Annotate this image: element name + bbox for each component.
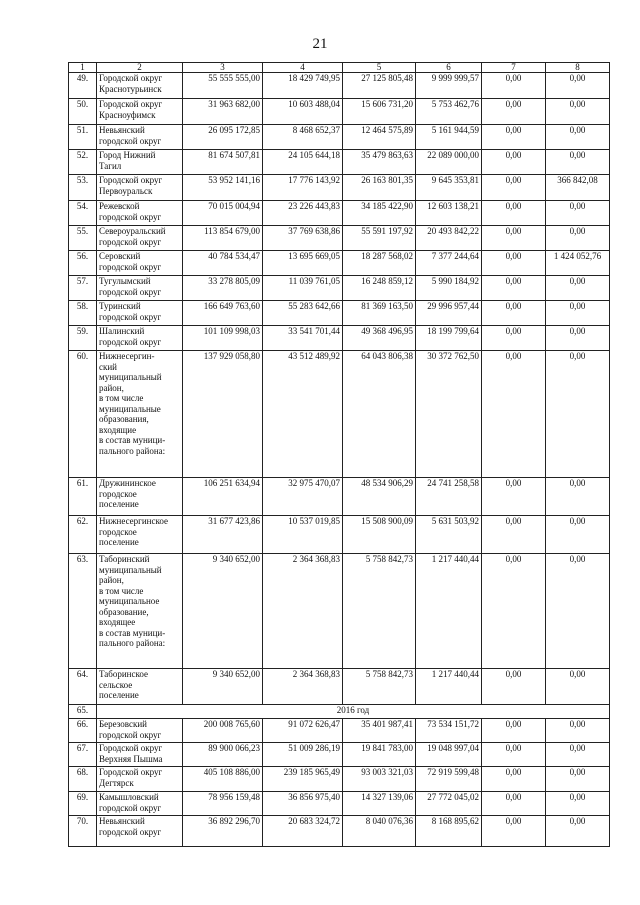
- amount-col-3: 101 109 998,03: [183, 326, 263, 351]
- amount-col-3: 9 340 652,00: [183, 669, 263, 705]
- municipality-name: Городской округ Верхняя Пышма: [97, 743, 183, 767]
- amount-col-6: 18 199 799,64: [416, 326, 482, 351]
- row-number: 52.: [69, 150, 97, 175]
- amount-col-6: 5 990 184,92: [416, 276, 482, 301]
- amount-col-8: 0,00: [546, 554, 610, 669]
- amount-col-5: 15 606 731,20: [343, 99, 416, 125]
- amount-col-7: 0,00: [482, 669, 546, 705]
- amount-col-4: 2 364 368,83: [263, 669, 343, 705]
- row-number: 69.: [69, 792, 97, 816]
- table-row: [69, 301, 610, 326]
- amount-col-7: 0,00: [482, 719, 546, 743]
- municipality-name: Шалинский городской округ: [97, 326, 183, 351]
- municipality-name: Туринский городской округ: [97, 301, 183, 326]
- amount-col-4: 18 429 749,95: [263, 73, 343, 99]
- amount-col-3: 9 340 652,00: [183, 554, 263, 669]
- municipality-name: Городской округ Первоуральск: [97, 175, 183, 201]
- amount-col-5: 16 248 859,12: [343, 276, 416, 301]
- row-number: 68.: [69, 767, 97, 792]
- amount-col-3: 26 095 172,85: [183, 125, 263, 150]
- municipality-name: Невьянский городской округ: [97, 125, 183, 150]
- table-row: [69, 175, 610, 201]
- municipality-name: Таборинское сельское поселение: [97, 669, 183, 705]
- table-row: [69, 99, 610, 125]
- row-number: 54.: [69, 201, 97, 226]
- amount-col-8: 0,00: [546, 73, 610, 99]
- col-header-1: 1: [69, 63, 97, 73]
- table-row: [69, 516, 610, 554]
- table-row: [69, 125, 610, 150]
- amount-col-8: 0,00: [546, 478, 610, 516]
- amount-col-7: 0,00: [482, 150, 546, 175]
- amount-col-3: 166 649 763,60: [183, 301, 263, 326]
- col-header-5: 5: [343, 63, 416, 73]
- municipality-name: Невьянский городской округ: [97, 816, 183, 847]
- amount-col-7: 0,00: [482, 743, 546, 767]
- amount-col-7: 0,00: [482, 554, 546, 669]
- municipality-name: Городской округ Красноуфимск: [97, 99, 183, 125]
- row-number: 64.: [69, 669, 97, 705]
- amount-col-5: 18 287 568,02: [343, 251, 416, 276]
- amount-col-5: 64 043 806,38: [343, 351, 416, 478]
- amount-col-4: 33 541 701,44: [263, 326, 343, 351]
- amount-col-4: 36 856 975,40: [263, 792, 343, 816]
- amount-col-4: 23 226 443,83: [263, 201, 343, 226]
- amount-col-7: 0,00: [482, 351, 546, 478]
- row-number: 56.: [69, 251, 97, 276]
- row-number: 65.: [69, 705, 97, 719]
- amount-col-8: 0,00: [546, 201, 610, 226]
- col-header-3: 3: [183, 63, 263, 73]
- amount-col-8: 0,00: [546, 99, 610, 125]
- amount-col-3: 31 677 423,86: [183, 516, 263, 554]
- amount-col-4: 13 695 669,05: [263, 251, 343, 276]
- table-row: [69, 251, 610, 276]
- table-row: [69, 816, 610, 847]
- amount-col-7: 0,00: [482, 516, 546, 554]
- amount-col-5: 35 401 987,41: [343, 719, 416, 743]
- row-number: 53.: [69, 175, 97, 201]
- amount-col-8: 0,00: [546, 301, 610, 326]
- amount-col-8: 0,00: [546, 767, 610, 792]
- amount-col-4: 10 603 488,04: [263, 99, 343, 125]
- amount-col-4: 20 683 324,72: [263, 816, 343, 847]
- row-number: 49.: [69, 73, 97, 99]
- amount-col-6: 5 631 503,92: [416, 516, 482, 554]
- amount-col-4: 24 105 644,18: [263, 150, 343, 175]
- amount-col-8: 0,00: [546, 150, 610, 175]
- amount-col-3: 89 900 066,23: [183, 743, 263, 767]
- amount-col-6: 9 999 999,57: [416, 73, 482, 99]
- table-row: [69, 150, 610, 175]
- amount-col-5: 14 327 139,06: [343, 792, 416, 816]
- amount-col-5: 8 040 076,36: [343, 816, 416, 847]
- amount-col-7: 0,00: [482, 767, 546, 792]
- amount-col-7: 0,00: [482, 478, 546, 516]
- amount-col-5: 19 841 783,00: [343, 743, 416, 767]
- municipality-name: Режевской городской округ: [97, 201, 183, 226]
- amount-col-8: 1 424 052,76: [546, 251, 610, 276]
- amount-col-4: 55 283 642,66: [263, 301, 343, 326]
- amount-col-5: 34 185 422,90: [343, 201, 416, 226]
- table-row: [69, 669, 610, 705]
- row-number: 61.: [69, 478, 97, 516]
- budget-table: [68, 62, 610, 847]
- amount-col-5: 55 591 197,92: [343, 226, 416, 251]
- municipality-name: Серовский городской округ: [97, 251, 183, 276]
- table-row: [69, 792, 610, 816]
- table-row: [69, 767, 610, 792]
- amount-col-4: 43 512 489,92: [263, 351, 343, 478]
- table-row: [69, 478, 610, 516]
- col-header-6: 6: [416, 63, 482, 73]
- amount-col-6: 19 048 997,04: [416, 743, 482, 767]
- amount-col-3: 53 952 141,16: [183, 175, 263, 201]
- amount-col-3: 33 278 805,09: [183, 276, 263, 301]
- amount-col-4: 11 039 761,05: [263, 276, 343, 301]
- row-number: 57.: [69, 276, 97, 301]
- amount-col-5: 49 368 496,95: [343, 326, 416, 351]
- table-row: [69, 226, 610, 251]
- amount-col-8: 0,00: [546, 351, 610, 478]
- amount-col-5: 48 534 906,29: [343, 478, 416, 516]
- amount-col-4: 51 009 286,19: [263, 743, 343, 767]
- row-number: 55.: [69, 226, 97, 251]
- column-number-row: [69, 63, 610, 73]
- amount-col-5: 12 464 575,89: [343, 125, 416, 150]
- municipality-name: Тугулымский городской округ: [97, 276, 183, 301]
- amount-col-3: 40 784 534,47: [183, 251, 263, 276]
- amount-col-7: 0,00: [482, 226, 546, 251]
- amount-col-8: 0,00: [546, 719, 610, 743]
- amount-col-6: 27 772 045,02: [416, 792, 482, 816]
- municipality-name: Дружининское городское поселение: [97, 478, 183, 516]
- col-header-4: 4: [263, 63, 343, 73]
- amount-col-5: 5 758 842,73: [343, 554, 416, 669]
- amount-col-6: 1 217 440,44: [416, 554, 482, 669]
- amount-col-4: 32 975 470,07: [263, 478, 343, 516]
- amount-col-8: 366 842,08: [546, 175, 610, 201]
- amount-col-6: 8 168 895,62: [416, 816, 482, 847]
- amount-col-6: 72 919 599,48: [416, 767, 482, 792]
- amount-col-8: 0,00: [546, 516, 610, 554]
- amount-col-6: 73 534 151,72: [416, 719, 482, 743]
- amount-col-4: 8 468 652,37: [263, 125, 343, 150]
- amount-col-4: 2 364 368,83: [263, 554, 343, 669]
- municipality-name: Городской округ Краснотурьинск: [97, 73, 183, 99]
- row-number: 67.: [69, 743, 97, 767]
- amount-col-8: 0,00: [546, 326, 610, 351]
- municipality-name: Березовский городской округ: [97, 719, 183, 743]
- amount-col-3: 81 674 507,81: [183, 150, 263, 175]
- amount-col-7: 0,00: [482, 125, 546, 150]
- amount-col-4: 239 185 965,49: [263, 767, 343, 792]
- amount-col-8: 0,00: [546, 226, 610, 251]
- amount-col-7: 0,00: [482, 276, 546, 301]
- amount-col-5: 27 125 805,48: [343, 73, 416, 99]
- amount-col-6: 9 645 353,81: [416, 175, 482, 201]
- row-number: 58.: [69, 301, 97, 326]
- amount-col-6: 20 493 842,22: [416, 226, 482, 251]
- amount-col-7: 0,00: [482, 301, 546, 326]
- table-row: [69, 326, 610, 351]
- table-row: [69, 276, 610, 301]
- amount-col-3: 405 108 886,00: [183, 767, 263, 792]
- amount-col-6: 29 996 957,44: [416, 301, 482, 326]
- amount-col-5: 93 003 321,03: [343, 767, 416, 792]
- table-row: [69, 73, 610, 99]
- amount-col-5: 35 479 863,63: [343, 150, 416, 175]
- year-separator-row: [69, 705, 610, 719]
- amount-col-7: 0,00: [482, 251, 546, 276]
- table-row: [69, 351, 610, 478]
- year-label: 2016 год: [97, 705, 610, 719]
- amount-col-3: 113 854 679,00: [183, 226, 263, 251]
- amount-col-4: 37 769 638,86: [263, 226, 343, 251]
- amount-col-8: 0,00: [546, 276, 610, 301]
- table-row: [69, 743, 610, 767]
- amount-col-7: 0,00: [482, 326, 546, 351]
- amount-col-8: 0,00: [546, 792, 610, 816]
- amount-col-6: 24 741 258,58: [416, 478, 482, 516]
- amount-col-6: 1 217 440,44: [416, 669, 482, 705]
- amount-col-4: 17 776 143,92: [263, 175, 343, 201]
- amount-col-3: 200 008 765,60: [183, 719, 263, 743]
- row-number: 66.: [69, 719, 97, 743]
- amount-col-7: 0,00: [482, 816, 546, 847]
- amount-col-3: 70 015 004,94: [183, 201, 263, 226]
- municipality-name: Нижнесергин- ский муниципальный район, в том числе муниципальные образования, входящие в состав муници- пального района:: [97, 351, 183, 478]
- col-header-7: 7: [482, 63, 546, 73]
- amount-col-6: 12 603 138,21: [416, 201, 482, 226]
- table-row: [69, 554, 610, 669]
- amount-col-3: 36 892 296,70: [183, 816, 263, 847]
- table-row: [69, 201, 610, 226]
- row-number: 62.: [69, 516, 97, 554]
- amount-col-5: 15 508 900,09: [343, 516, 416, 554]
- amount-col-7: 0,00: [482, 201, 546, 226]
- amount-col-3: 137 929 058,80: [183, 351, 263, 478]
- row-number: 51.: [69, 125, 97, 150]
- amount-col-7: 0,00: [482, 73, 546, 99]
- page-number: 21: [312, 36, 328, 52]
- municipality-name: Камышловский городской округ: [97, 792, 183, 816]
- row-number: 50.: [69, 99, 97, 125]
- row-number: 70.: [69, 816, 97, 847]
- row-number: 63.: [69, 554, 97, 669]
- amount-col-8: 0,00: [546, 816, 610, 847]
- col-header-8: 8: [546, 63, 610, 73]
- table-row: [69, 719, 610, 743]
- amount-col-7: 0,00: [482, 792, 546, 816]
- amount-col-3: 31 963 682,00: [183, 99, 263, 125]
- amount-col-6: 5 753 462,76: [416, 99, 482, 125]
- amount-col-8: 0,00: [546, 669, 610, 705]
- amount-col-6: 30 372 762,50: [416, 351, 482, 478]
- row-number: 60.: [69, 351, 97, 478]
- amount-col-3: 106 251 634,94: [183, 478, 263, 516]
- amount-col-6: 22 089 000,00: [416, 150, 482, 175]
- amount-col-8: 0,00: [546, 125, 610, 150]
- municipality-name: Город Нижний Тагил: [97, 150, 183, 175]
- amount-col-5: 26 163 801,35: [343, 175, 416, 201]
- row-number: 59.: [69, 326, 97, 351]
- municipality-name: Городской округ Дегтярск: [97, 767, 183, 792]
- amount-col-3: 78 956 159,48: [183, 792, 263, 816]
- amount-col-3: 55 555 555,00: [183, 73, 263, 99]
- amount-col-4: 91 072 626,47: [263, 719, 343, 743]
- amount-col-5: 5 758 842,73: [343, 669, 416, 705]
- municipality-name: Североуральский городской округ: [97, 226, 183, 251]
- municipality-name: Нижнесергинское городское поселение: [97, 516, 183, 554]
- amount-col-4: 10 537 019,85: [263, 516, 343, 554]
- amount-col-6: 7 377 244,64: [416, 251, 482, 276]
- amount-col-8: 0,00: [546, 743, 610, 767]
- amount-col-5: 81 369 163,50: [343, 301, 416, 326]
- amount-col-7: 0,00: [482, 175, 546, 201]
- municipality-name: Таборинский муниципальный район, в том числе муниципальное образование, входящее в состав муници- пального района:: [97, 554, 183, 669]
- amount-col-6: 5 161 944,59: [416, 125, 482, 150]
- col-header-2: 2: [97, 63, 183, 73]
- amount-col-7: 0,00: [482, 99, 546, 125]
